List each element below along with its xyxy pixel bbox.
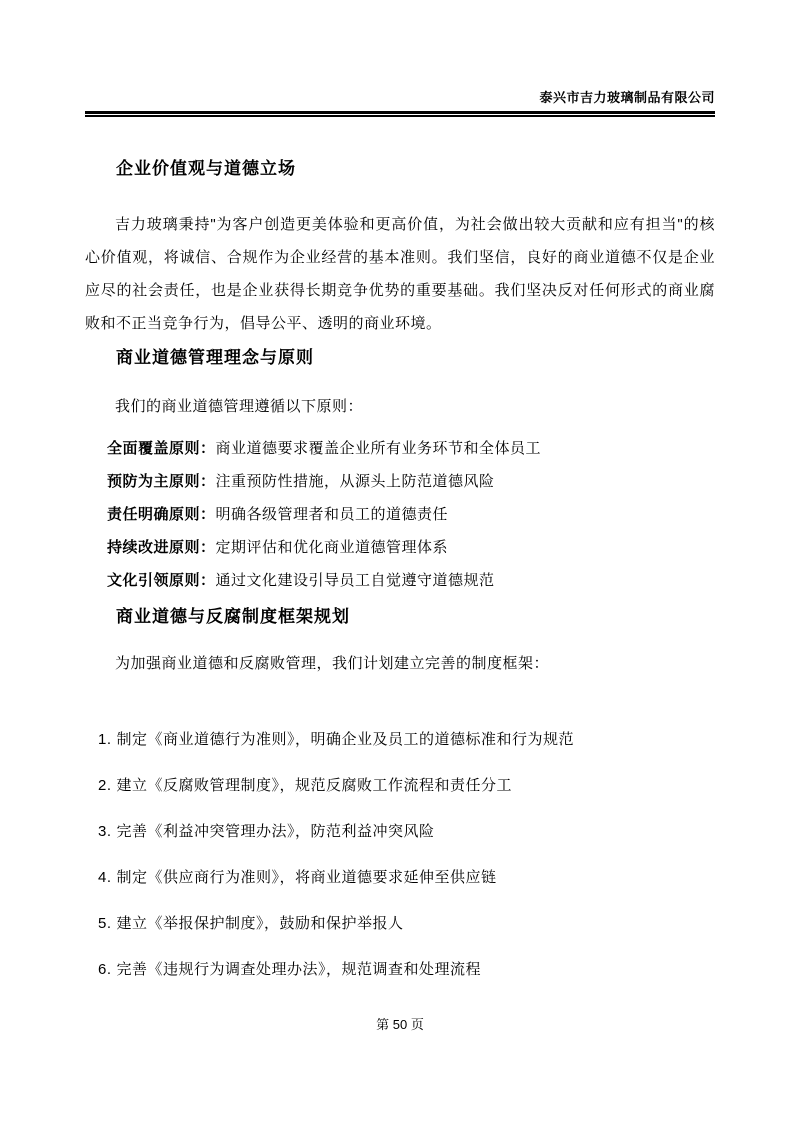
principle-item [107, 564, 715, 597]
principle-label: 责任明确原则： [107, 505, 216, 523]
item-number: 4. [98, 869, 112, 887]
principle-label: 预防为主原则： [107, 472, 216, 490]
page-header [85, 90, 715, 117]
item-text: 建立《反腐败管理制度》，规范反腐败工作流程和责任分工 [116, 777, 513, 795]
principle-desc: 明确各级管理者和员工的道德责任 [215, 505, 449, 523]
item-number: 5. [98, 915, 112, 933]
heading-principles: 商业道德管理理念与原则 [116, 348, 314, 368]
framework-item [98, 914, 715, 934]
principle-item [107, 498, 715, 531]
framework-list [98, 730, 715, 980]
principle-item [107, 432, 715, 465]
item-text: 制定《商业道德行为准则》，明确企业及员工的道德标准和行为规范 [116, 731, 575, 749]
header-rule [85, 111, 715, 117]
heading-framework: 商业道德与反腐制度框架规划 [116, 606, 350, 626]
heading-values: 企业价值观与道德立场 [116, 159, 296, 178]
framework-intro: 为加强商业道德和反腐败管理，我们计划建立完善的制度框架： [115, 655, 550, 673]
item-number: 1. [98, 731, 112, 749]
page-number: 第 50 页 [376, 1017, 424, 1032]
item-number: 3. [98, 823, 112, 841]
principle-item [107, 465, 715, 498]
principle-desc: 通过文化建设引导员工自觉遵守道德规范 [215, 571, 495, 589]
principle-label: 全面覆盖原则： [107, 439, 216, 457]
company-name: 泰兴市吉力玻璃制品有限公司 [539, 90, 715, 105]
framework-item [98, 960, 715, 980]
framework-item [98, 730, 715, 750]
item-number: 6. [98, 961, 112, 979]
item-text: 完善《违规行为调查处理办法》，规范调查和处理流程 [116, 961, 482, 979]
values-paragraph: 吉力玻璃秉持"为客户创造更美体验和更高价值，为社会做出较大贡献和应有担当"的核心价值观，将诚信、合规作为企业经营的基本准则。我们坚信，良好的商业道德不仅是企业应尽的社会责任，也是企业获得长期竞争优势的重要基础。我们坚决反对任何形式的商业腐败和不正当竞争行为，倡导公平、透明的商业环境。 [85, 216, 715, 333]
principle-label: 持续改进原则： [107, 538, 216, 556]
item-text: 建立《举报保护制度》，鼓励和保护举报人 [116, 915, 404, 933]
principle-desc: 注重预防性措施，从源头上防范道德风险 [215, 472, 495, 490]
item-number: 2. [98, 777, 112, 795]
framework-item [98, 822, 715, 842]
principle-desc: 商业道德要求覆盖企业所有业务环节和全体员工 [215, 439, 542, 457]
principle-desc: 定期评估和优化商业道德管理体系 [215, 538, 449, 556]
item-text: 完善《利益冲突管理办法》，防范利益冲突风险 [116, 823, 435, 841]
framework-item [98, 776, 715, 796]
framework-item [98, 868, 715, 888]
principles-intro: 我们的商业道德管理遵循以下原则： [115, 397, 364, 415]
item-text: 制定《供应商行为准则》，将商业道德要求延伸至供应链 [116, 869, 497, 887]
principles-list [107, 432, 715, 597]
principle-item [107, 531, 715, 564]
principle-label: 文化引领原则： [107, 571, 216, 589]
